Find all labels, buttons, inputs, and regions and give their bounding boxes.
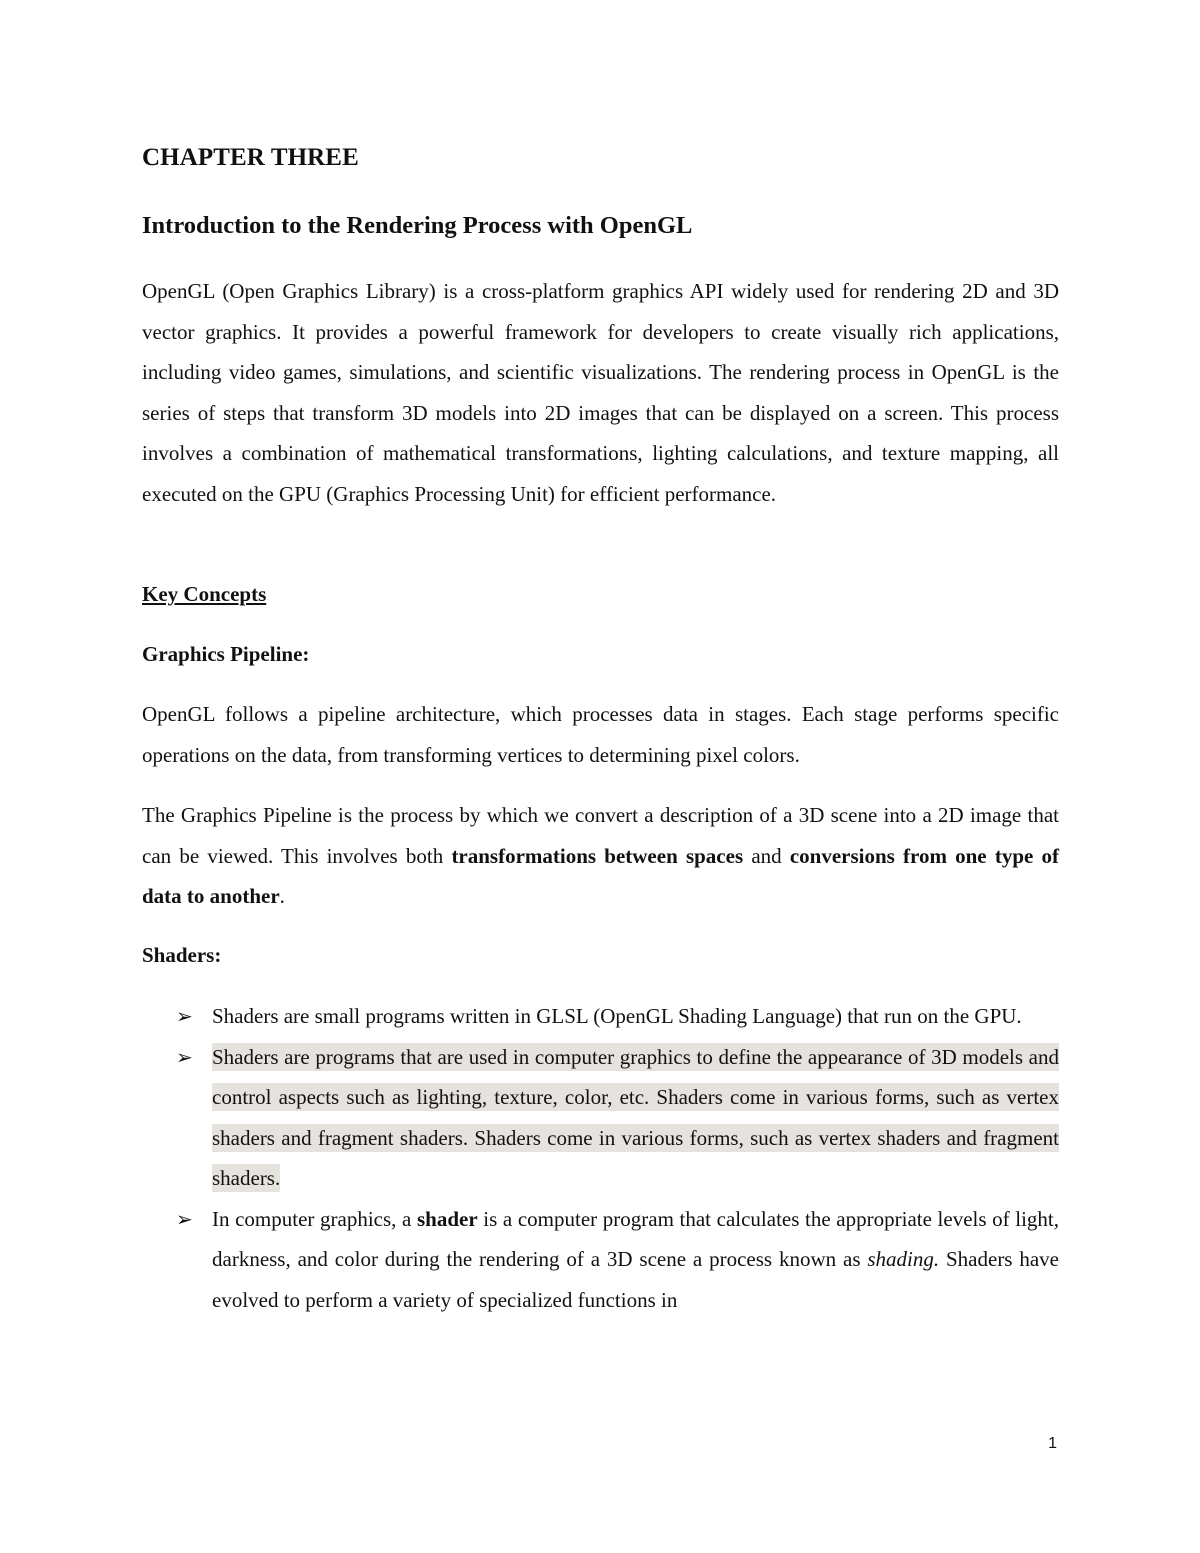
section-title: Introduction to the Rendering Process with OpenGL [142,212,693,239]
list-item [176,996,1059,1037]
graphics-pipeline-paragraph-1: OpenGL follows a pipeline architecture, which processes data in stages. Each stage performs specific operations on the data, from transforming vertices to determining pixel colors. [142,702,1059,767]
shaders-item-3-bold-shader: shader [416,1206,478,1231]
shaders-item-3-part-2: is a computer program that calculates the appropriate levels of light, darkness, and color during the rendering of a 3D scene a process known as [212,1206,1060,1271]
chapter-title: CHAPTER THREE [142,144,359,171]
pipeline-bold-transformations: transformations between spaces [451,843,744,868]
list-item [176,1037,1059,1199]
pipeline-bold-conversions: conversions from one type of data to another [142,843,1059,908]
graphics-pipeline-paragraph-2 [142,795,1059,917]
arrow-bullet-icon: ➢ [176,1206,193,1231]
shaders-item-1-text: Shaders are small programs written in GLSL (OpenGL Shading Language) that run on the GPU. [212,1004,1022,1028]
pipeline-text-part-1: The Graphics Pipeline is the process by which we convert a description of a 3D scene into a 2D image that can be viewed. This involves both [142,803,1059,868]
page-number: 1 [1048,1435,1057,1452]
pipeline-text-part-2: and [743,843,790,868]
arrow-bullet-icon: ➢ [176,1044,193,1069]
key-concepts-heading: Key Concepts [142,582,267,606]
shaders-item-3-italic-shading: shading. [867,1247,940,1271]
graphics-pipeline-heading: Graphics Pipeline: [142,642,310,666]
shaders-item-2-highlighted-text: Shaders are programs that are used in computer graphics to define the appearance of 3D models and control aspects such as lighting, texture, color, etc. Shaders come in various forms, such as vertex shaders and fragment shaders. Shaders come in various forms, such as vertex shaders and fragment shaders. [212,1044,1059,1190]
shaders-item-3-part-1: In computer graphics, a [212,1206,417,1231]
intro-paragraph: OpenGL (Open Graphics Library) is a cross-platform graphics API widely used for rendering 2D and 3D vector graphics. It provides a powerful framework for developers to create visually rich applications, including video games, simulations, and scientific visualizations. The rendering process in OpenGL is the series of steps that transform 3D models into 2D images that can be displayed on a screen. This process involves a combination of mathematical transformations, lighting calculations, and texture mapping, all executed on the GPU (Graphics Processing Unit) for efficient performance. [142,279,1059,506]
shaders-item-3-part-3: Shaders have evolved to perform a variety of specialized functions in [212,1247,1059,1312]
pipeline-text-part-3: . [279,884,285,908]
shaders-heading: Shaders: [142,943,222,967]
list-item [176,1199,1059,1321]
shaders-list [176,996,1059,1320]
arrow-bullet-icon: ➢ [176,1004,193,1028]
